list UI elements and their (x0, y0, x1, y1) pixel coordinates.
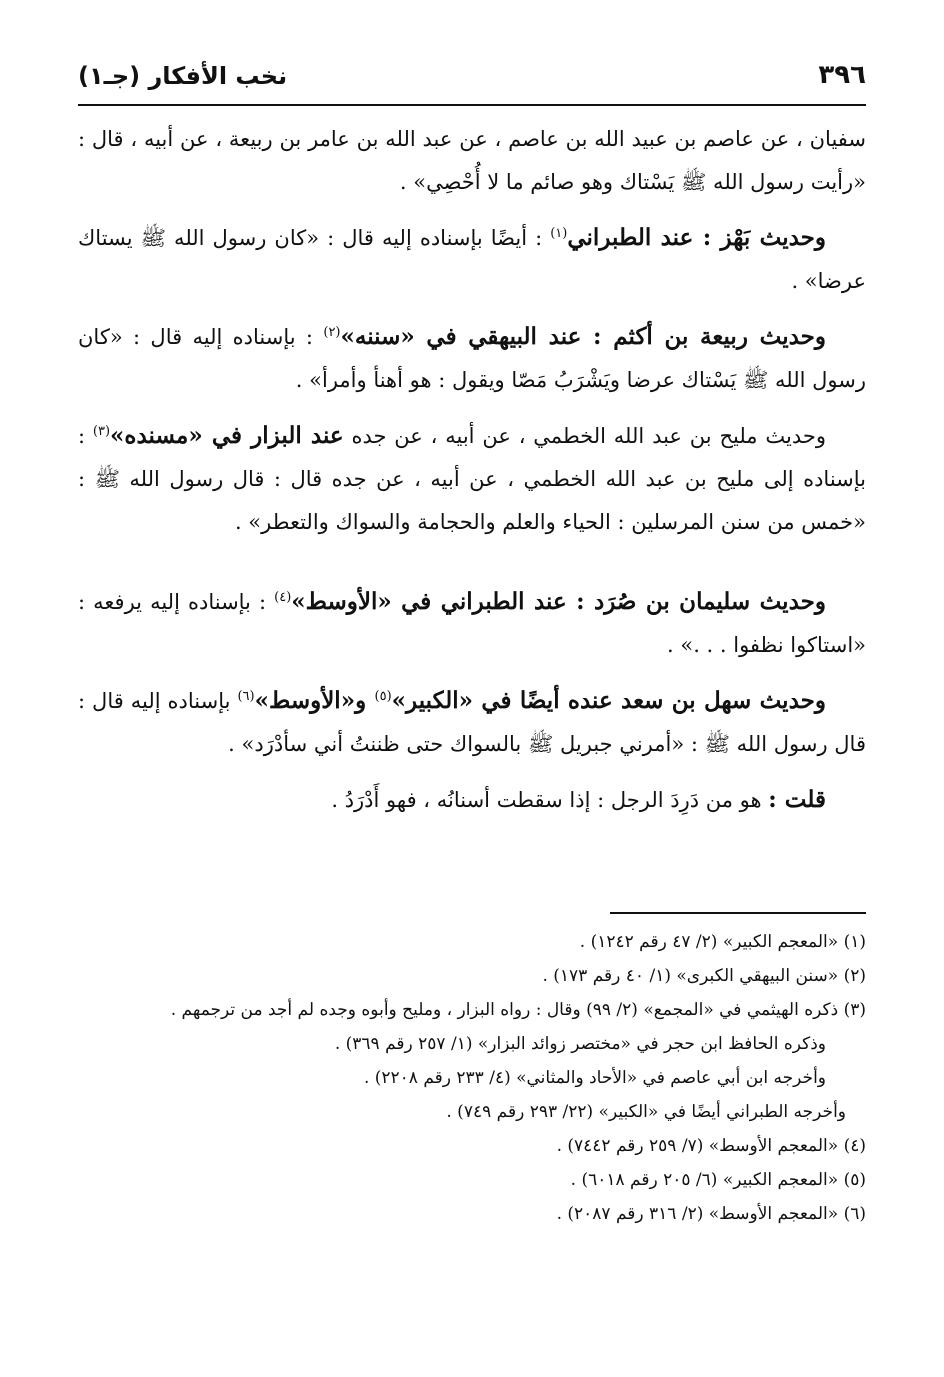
paragraph-text: بإسناده إليه قال : قال رسول الله ﷺ : «أمرني جبريل ﷺ بالسواك حتى ظننتُ أني سأدْرَد» . (78, 689, 866, 756)
footnote: (٦) «المعجم الأوسط» (٢/ ٣١٦ رقم ٢٠٨٧) . (556, 1204, 866, 1224)
footnote-ref: (١) (550, 226, 568, 241)
main-text (78, 118, 866, 834)
paragraph (78, 315, 866, 402)
footnote-continuation: وأخرجه ابن أبي عاصم في «الأحاد والمثاني» (٤/ ٢٣٣ رقم ٢٢٠٨) . (363, 1068, 826, 1088)
footnote-ref: (٥) (374, 689, 392, 704)
footnote: (١) «المعجم الكبير» (٢/ ٤٧ رقم ١٢٤٢) . (579, 932, 866, 952)
footnote-ref: (٣) (92, 424, 111, 439)
paragraph (78, 414, 866, 544)
footnote-divider (610, 912, 866, 914)
page-header (78, 60, 866, 100)
note-heading: قلت : (768, 786, 826, 813)
hadith-heading: وحديث ربيعة بن أكثم : عند البيهقي في «سننه» (340, 323, 826, 350)
footnote-ref: (٤) (274, 590, 292, 605)
hadith-heading: وحديث بَهْز : عند الطبراني (567, 224, 826, 251)
paragraph (78, 580, 866, 667)
footnote-continuation: وذكره الحافظ ابن حجر في «مختصر زوائد البزار» (١/ ٢٥٧ رقم ٣٦٩) . (334, 1034, 826, 1054)
hadith-heading: عند البزار في «مسنده» (110, 422, 344, 449)
running-title: نخب الأفكار (جـ١) (78, 62, 288, 90)
hadith-heading: و«الأوسط» (254, 687, 375, 714)
footnote-ref: (٢) (323, 325, 341, 340)
paragraph (78, 679, 866, 766)
hadith-heading: وحديث سليمان بن صُرَد : عند الطبراني في «الأوسط» (291, 588, 826, 615)
paragraph-text: : بإسناده إليه يرفعه : «استاكوا نظفوا . . .» . (78, 590, 866, 657)
footnote-continuation: وأخرجه الطبراني أيضًا في «الكبير» (٢٢/ ٢٩٣ رقم ٧٤٩) . (446, 1102, 846, 1122)
paragraph-text: هو من دَرِدَ الرجل : إذا سقطت أسنانُه ، فهو أَدْرَدُ . (331, 788, 769, 812)
footnote: (٣) ذكره الهيثمي في «المجمع» (٢/ ٩٩) وقال : رواه البزار ، ومليح وأبوه وجده لم أجد من ترجمهم . (170, 1000, 866, 1020)
paragraph (78, 216, 866, 303)
footnote-ref: (٦) (237, 689, 255, 704)
footnotes (78, 925, 866, 1231)
hadith-heading: وحديث سهل بن سعد عنده أيضًا في «الكبير» (391, 687, 826, 714)
footnote: (٥) «المعجم الكبير» (٦/ ٢٠٥ رقم ٦٠١٨) . (570, 1170, 866, 1190)
footnote: (٤) «المعجم الأوسط» (٧/ ٢٥٩ رقم ٧٤٤٢) . (556, 1136, 866, 1156)
paragraph-text: : أيضًا بإسناده إليه قال : «كان رسول الله ﷺ يستاك عرضا» . (78, 226, 866, 293)
footnote: (٢) «سنن البيهقي الكبرى» (١/ ٤٠ رقم ١٧٣) . (542, 966, 866, 986)
paragraph-text: : بإسناده إلى مليح بن عبد الله الخطمي ، عن أبيه ، عن جده قال : قال رسول الله ﷺ : «خمس من سنن المرسلين : الحياء والعلم والحجامة والسواك والتعطر» . (78, 424, 866, 534)
paragraph-text: سفيان ، عن عاصم بن عبيد الله بن عاصم ، عن عبد الله بن عامر بن ربيعة ، عن أبيه ، قال : «رأيت رسول الله ﷺ يَسْتاك وهو صائم ما لا أُحْصِي» . (78, 127, 866, 194)
page-number: ٣٩٦ (818, 60, 866, 90)
paragraph-text: وحديث مليح بن عبد الله الخطمي ، عن أبيه ، عن جده (343, 424, 826, 448)
header-divider (78, 104, 866, 106)
paragraph (78, 778, 866, 822)
paragraph-text: : بإسناده إليه قال : «كان رسول الله ﷺ يَسْتاك عرضا ويَشْرَبُ مَصّا ويقول : هو أهنأ وأمرأ» . (78, 325, 866, 392)
paragraph (78, 118, 866, 204)
